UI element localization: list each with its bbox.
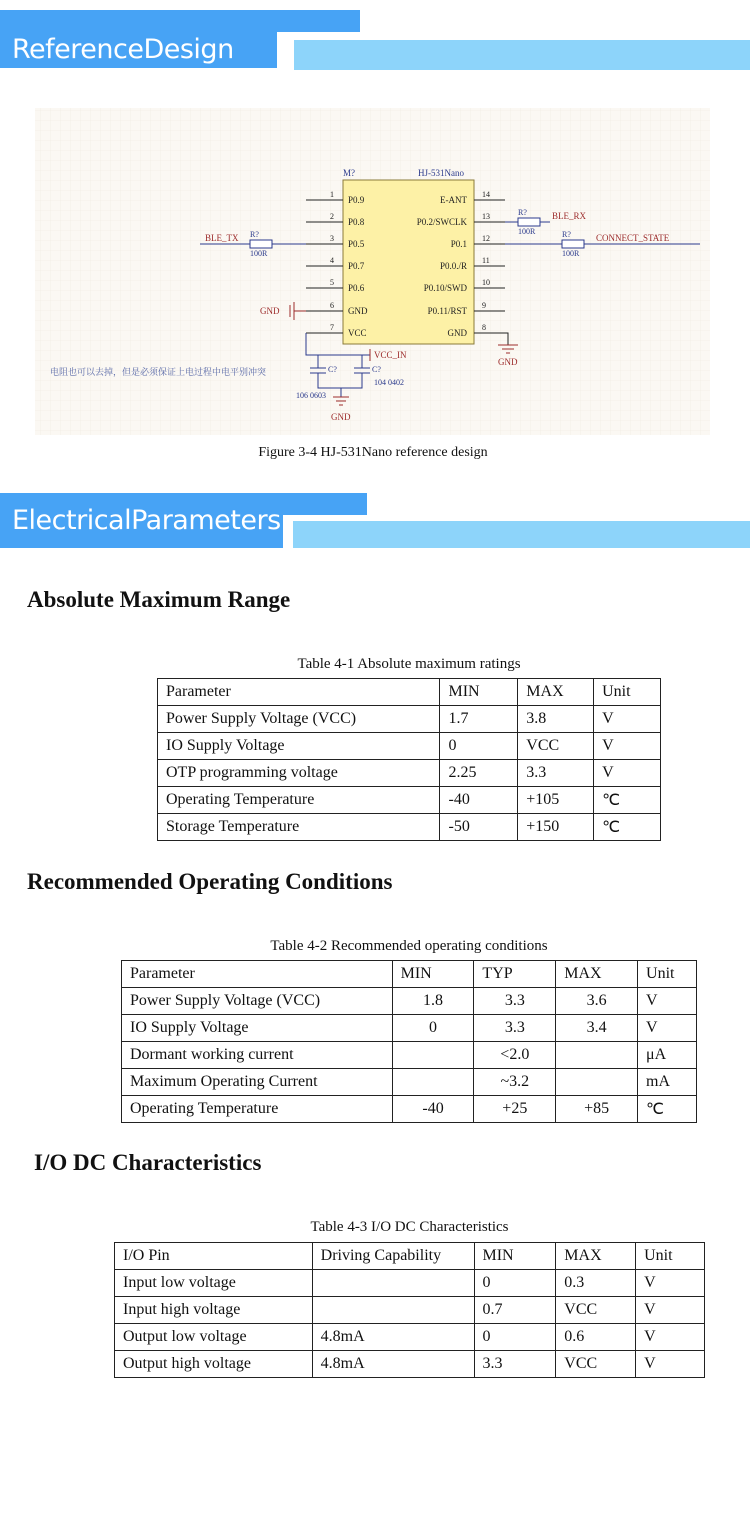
table-cell: 2.25 — [440, 760, 518, 787]
table-cell: ~3.2 — [474, 1069, 556, 1096]
pin-number: 10 — [482, 278, 490, 287]
table-cell: Operating Temperature — [122, 1096, 393, 1123]
table-header-row — [115, 1243, 705, 1270]
pin-name: P0.5 — [348, 239, 365, 249]
table-cell: +85 — [556, 1096, 638, 1123]
pin-name: P0.8 — [348, 217, 365, 227]
svg-text:R?: R? — [250, 230, 259, 239]
table-cell: V — [594, 706, 661, 733]
table-cell: Input high voltage — [115, 1297, 313, 1324]
table-cell: TYP — [474, 961, 556, 988]
table-cell: Maximum Operating Current — [122, 1069, 393, 1096]
table-row — [122, 1069, 697, 1096]
table-cell: -50 — [440, 814, 518, 841]
table-cell: 0 — [474, 1270, 556, 1297]
table-cell: Operating Temperature — [158, 787, 440, 814]
table-cell: IO Supply Voltage — [122, 1015, 393, 1042]
pin-number: 4 — [330, 256, 334, 265]
table-cell: 3.3 — [518, 760, 594, 787]
table-cell: MAX — [518, 679, 594, 706]
table-cell: V — [594, 760, 661, 787]
svg-text:电阻也可以去掉，但是必须保证上电过程中电平别冲突: 电阻也可以去掉，但是必须保证上电过程中电平别冲突 — [50, 367, 267, 377]
svg-text:106 0603: 106 0603 — [296, 391, 326, 400]
table-caption: Table 4-2 Recommended operating conditions — [270, 938, 548, 954]
table-cell: 3.4 — [556, 1015, 638, 1042]
table-cell — [392, 1069, 474, 1096]
table-header-row — [158, 679, 661, 706]
heading-io-dc-characteristics: I/O DC Characteristics — [34, 1150, 262, 1175]
table-cell: 0.3 — [556, 1270, 636, 1297]
table-cell: Unit — [636, 1243, 705, 1270]
svg-text:C?: C? — [328, 365, 337, 374]
svg-text:R?: R? — [562, 230, 571, 239]
svg-text:M?: M? — [343, 168, 355, 178]
table-row — [122, 1096, 697, 1123]
table-cell: 4.8mA — [312, 1351, 474, 1378]
table-row — [115, 1324, 705, 1351]
table-cell: V — [636, 1297, 705, 1324]
pin-number: 6 — [330, 301, 334, 310]
table-cell: Output low voltage — [115, 1324, 313, 1351]
table-cell: +25 — [474, 1096, 556, 1123]
svg-text:HJ-531Nano: HJ-531Nano — [418, 168, 464, 178]
pin-name: VCC — [348, 328, 367, 338]
table-cell: ℃ — [594, 787, 661, 814]
table-cell: Driving Capability — [312, 1243, 474, 1270]
table-row — [115, 1297, 705, 1324]
reference-schematic — [0, 100, 750, 440]
pin-number: 1 — [330, 190, 334, 199]
section-banner-accent — [0, 10, 360, 32]
table-cell: MAX — [556, 961, 638, 988]
heading-recommended-operating-conditions: Recommended Operating Conditions — [27, 869, 393, 894]
table-cell: 3.3 — [474, 1351, 556, 1378]
pin-name: P0.0./R — [439, 261, 467, 271]
table-cell: Unit — [638, 961, 697, 988]
table-cell: -40 — [440, 787, 518, 814]
table-cell: 0 — [474, 1324, 556, 1351]
pin-number: 11 — [482, 256, 490, 265]
table-caption: Table 4-3 I/O DC Characteristics — [310, 1219, 509, 1235]
table-cell: Output high voltage — [115, 1351, 313, 1378]
pin-name: P0.9 — [348, 195, 365, 205]
svg-text:C?: C? — [372, 365, 381, 374]
table-cell: V — [636, 1351, 705, 1378]
pin-name: GND — [348, 306, 368, 316]
table-cell: MIN — [474, 1243, 556, 1270]
svg-text:VCC_IN: VCC_IN — [374, 350, 407, 360]
svg-text:GND: GND — [331, 412, 351, 422]
table-cell: Unit — [594, 679, 661, 706]
table-cell: VCC — [518, 733, 594, 760]
table-cell: 3.3 — [474, 988, 556, 1015]
pin-name: P0.7 — [348, 261, 365, 271]
table-cell: 3.6 — [556, 988, 638, 1015]
table-row — [122, 1042, 697, 1069]
io-dc-table — [114, 1242, 705, 1378]
table-cell: Power Supply Voltage (VCC) — [122, 988, 393, 1015]
table-cell: MIN — [392, 961, 474, 988]
table-cell: +150 — [518, 814, 594, 841]
figure-caption: Figure 3-4 HJ-531Nano reference design — [258, 445, 488, 460]
table-cell: V — [594, 733, 661, 760]
svg-text:104 0402: 104 0402 — [374, 378, 404, 387]
table-row — [158, 760, 661, 787]
svg-text:CONNECT_STATE: CONNECT_STATE — [596, 233, 670, 243]
table-cell: IO Supply Voltage — [158, 733, 440, 760]
table-cell: Input low voltage — [115, 1270, 313, 1297]
table-cell: 1.8 — [392, 988, 474, 1015]
svg-text:GND: GND — [260, 306, 280, 316]
table-row — [158, 787, 661, 814]
table-row — [115, 1351, 705, 1378]
svg-text:100R: 100R — [250, 249, 268, 258]
table-row — [158, 814, 661, 841]
heading-absolute-maximum-range: Absolute Maximum Range — [27, 587, 291, 612]
table-cell: 0 — [392, 1015, 474, 1042]
table-cell: V — [638, 988, 697, 1015]
recommended-operating-table — [121, 960, 697, 1123]
table-cell: 0.7 — [474, 1297, 556, 1324]
table-row — [122, 1015, 697, 1042]
pin-name: GND — [447, 328, 467, 338]
pin-name: P0.2/SWCLK — [416, 217, 467, 227]
table-header-row — [122, 961, 697, 988]
table-cell: I/O Pin — [115, 1243, 313, 1270]
table-cell: ℃ — [594, 814, 661, 841]
table-cell: V — [636, 1270, 705, 1297]
table-cell: MAX — [556, 1243, 636, 1270]
pin-number: 5 — [330, 278, 334, 287]
table-cell: ℃ — [638, 1096, 697, 1123]
svg-text:100R: 100R — [518, 227, 536, 236]
section-title-reference-design: ReferenceDesign — [0, 32, 277, 68]
table-row — [158, 733, 661, 760]
pin-number: 3 — [330, 234, 334, 243]
pin-number: 8 — [482, 323, 486, 332]
table-cell: Storage Temperature — [158, 814, 440, 841]
absolute-max-table — [157, 678, 661, 841]
table-cell: OTP programming voltage — [158, 760, 440, 787]
svg-text:BLE_RX: BLE_RX — [552, 211, 587, 221]
table-cell: V — [638, 1015, 697, 1042]
section-banner-stripe — [293, 521, 750, 548]
pin-number: 7 — [330, 323, 334, 332]
section-title-electrical-parameters: ElectricalParameters — [0, 503, 283, 548]
table-cell: Power Supply Voltage (VCC) — [158, 706, 440, 733]
table-cell: MIN — [440, 679, 518, 706]
table-row — [158, 706, 661, 733]
pin-name: P0.11/RST — [427, 306, 467, 316]
table-cell: 0.6 — [556, 1324, 636, 1351]
pin-name: E-ANT — [440, 195, 467, 205]
table-cell: V — [636, 1324, 705, 1351]
pin-number: 13 — [482, 212, 490, 221]
table-cell — [556, 1042, 638, 1069]
table-cell — [312, 1270, 474, 1297]
table-cell: 3.8 — [518, 706, 594, 733]
table-cell: +105 — [518, 787, 594, 814]
table-cell: 3.3 — [474, 1015, 556, 1042]
table-cell: Dormant working current — [122, 1042, 393, 1069]
table-cell: VCC — [556, 1297, 636, 1324]
section-banner-stripe — [294, 40, 750, 70]
table-cell — [392, 1042, 474, 1069]
pin-number: 14 — [482, 190, 490, 199]
table-cell — [556, 1069, 638, 1096]
table-cell: μA — [638, 1042, 697, 1069]
table-row — [122, 988, 697, 1015]
table-cell: 0 — [440, 733, 518, 760]
pin-number: 9 — [482, 301, 486, 310]
svg-text:GND: GND — [498, 357, 518, 367]
pin-name: P0.6 — [348, 283, 365, 293]
table-cell: Parameter — [122, 961, 393, 988]
table-row — [115, 1270, 705, 1297]
pin-name: P0.10/SWD — [423, 283, 467, 293]
table-cell: 1.7 — [440, 706, 518, 733]
pin-name: P0.1 — [450, 239, 467, 249]
svg-text:BLE_TX: BLE_TX — [205, 233, 239, 243]
table-cell: VCC — [556, 1351, 636, 1378]
table-cell — [312, 1297, 474, 1324]
table-cell: <2.0 — [474, 1042, 556, 1069]
table-cell: -40 — [392, 1096, 474, 1123]
svg-text:R?: R? — [518, 208, 527, 217]
table-cell: mA — [638, 1069, 697, 1096]
table-cell: 4.8mA — [312, 1324, 474, 1351]
table-cell: Parameter — [158, 679, 440, 706]
pin-number: 12 — [482, 234, 490, 243]
table-caption: Table 4-1 Absolute maximum ratings — [297, 656, 521, 672]
svg-text:100R: 100R — [562, 249, 580, 258]
pin-number: 2 — [330, 212, 334, 221]
